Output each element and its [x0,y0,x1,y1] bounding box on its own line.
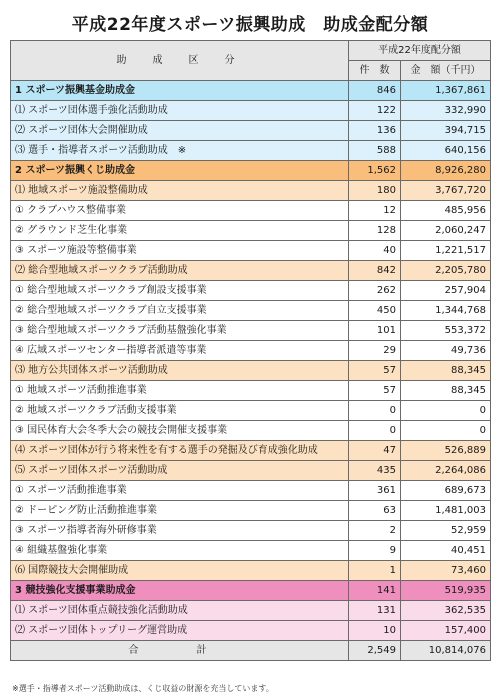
row-label: 3 競技強化支援事業助成金 [11,581,349,601]
table-row [11,541,491,561]
row-amount: 52,959 [401,521,491,541]
total-count: 2,549 [349,641,401,661]
row-count: 101 [349,321,401,341]
row-count: 57 [349,381,401,401]
row-count: 40 [349,241,401,261]
total-row [11,641,491,661]
total-amount: 10,814,076 [401,641,491,661]
table-row [11,321,491,341]
row-label: ④ 組織基盤強化事業 [11,541,349,561]
row-label: ① クラブハウス整備事業 [11,201,349,221]
category-header: 助 成 区 分 [11,41,349,81]
table-row [11,521,491,541]
row-count: 0 [349,421,401,441]
row-amount: 49,736 [401,341,491,361]
row-count: 180 [349,181,401,201]
row-amount: 8,926,280 [401,161,491,181]
row-count: 128 [349,221,401,241]
table-row [11,221,491,241]
count-header: 件 数 [349,61,401,81]
row-amount: 157,400 [401,621,491,641]
row-label: ③ スポーツ施設等整備事業 [11,241,349,261]
row-amount: 689,673 [401,481,491,501]
table-row [11,141,491,161]
row-label: ⑴ 地域スポーツ施設整備助成 [11,181,349,201]
row-amount: 553,372 [401,321,491,341]
row-amount: 485,956 [401,201,491,221]
table-row [11,621,491,641]
table-row [11,241,491,261]
row-amount: 332,990 [401,101,491,121]
table-row [11,481,491,501]
row-label: ⑵ スポーツ団体トップリーグ運営助成 [11,621,349,641]
row-count: 9 [349,541,401,561]
table-row [11,301,491,321]
header-row [11,41,491,61]
table-row [11,341,491,361]
table-row [11,381,491,401]
row-count: 136 [349,121,401,141]
row-count: 141 [349,581,401,601]
row-amount: 1,481,003 [401,501,491,521]
table-row [11,441,491,461]
row-amount: 0 [401,401,491,421]
row-label: ⑵ 総合型地域スポーツクラブ活動助成 [11,261,349,281]
table-row [11,561,491,581]
table-row [11,121,491,141]
row-count: 131 [349,601,401,621]
row-amount: 0 [401,421,491,441]
row-amount: 394,715 [401,121,491,141]
row-count: 29 [349,341,401,361]
footnote: ※選手・指導者スポーツ活動助成は、くじ収益の財源を充当しています。 [12,684,274,693]
row-count: 1,562 [349,161,401,181]
row-count: 0 [349,401,401,421]
table-row [11,501,491,521]
row-label: ② グラウンド芝生化事業 [11,221,349,241]
page-title: 平成22年度スポーツ振興助成 助成金配分額 [71,15,429,35]
row-count: 1 [349,561,401,581]
row-label: ② 総合型地域スポーツクラブ自立支援事業 [11,301,349,321]
row-count: 450 [349,301,401,321]
row-count: 122 [349,101,401,121]
row-count: 846 [349,81,401,101]
row-amount: 40,451 [401,541,491,561]
table-row [11,461,491,481]
row-label: ⑴ スポーツ団体重点競技強化活動助成 [11,601,349,621]
row-count: 57 [349,361,401,381]
row-label: ⑴ スポーツ団体選手強化活動助成 [11,101,349,121]
table-row [11,581,491,601]
row-label: ④ 広域スポーツセンター指導者派遣等事業 [11,341,349,361]
row-count: 435 [349,461,401,481]
row-amount: 2,060,247 [401,221,491,241]
row-count: 588 [349,141,401,161]
row-amount: 2,205,780 [401,261,491,281]
row-label: ③ スポーツ指導者海外研修事業 [11,521,349,541]
row-amount: 2,264,086 [401,461,491,481]
table-row [11,181,491,201]
row-count: 842 [349,261,401,281]
row-label: ③ 国民体育大会冬季大会の競技会開催支援事業 [11,421,349,441]
row-label: ③ 総合型地域スポーツクラブ活動基盤強化事業 [11,321,349,341]
row-label: ⑹ 国際競技大会開催助成 [11,561,349,581]
row-amount: 362,535 [401,601,491,621]
table-row [11,281,491,301]
row-label: ⑷ スポーツ団体が行う将来性を有する選手の発掘及び育成強化助成 [11,441,349,461]
row-label: ② ドーピング防止活動推進事業 [11,501,349,521]
row-count: 262 [349,281,401,301]
row-amount: 1,221,517 [401,241,491,261]
row-label: ① 総合型地域スポーツクラブ創設支援事業 [11,281,349,301]
row-amount: 88,345 [401,381,491,401]
row-label: ⑸ スポーツ団体スポーツ活動助成 [11,461,349,481]
row-count: 10 [349,621,401,641]
table-row [11,401,491,421]
row-label: ⑶ 選手・指導者スポーツ活動助成 ※ [11,141,349,161]
row-amount: 640,156 [401,141,491,161]
amount-header: 金 額（千円） [401,61,491,81]
period-header: 平成22年度配分額 [349,41,491,61]
row-amount: 526,889 [401,441,491,461]
row-label: ⑵ スポーツ団体大会開催助成 [11,121,349,141]
table-row [11,81,491,101]
table-row [11,261,491,281]
row-count: 361 [349,481,401,501]
row-label: ② 地域スポーツクラブ活動支援事業 [11,401,349,421]
row-count: 12 [349,201,401,221]
grant-allocation-table [10,40,491,661]
row-label: ⑶ 地方公共団体スポーツ活動助成 [11,361,349,381]
table-row [11,101,491,121]
row-amount: 1,367,861 [401,81,491,101]
table-row [11,361,491,381]
total-label: 合 計 [11,641,349,661]
row-amount: 257,904 [401,281,491,301]
row-label: 1 スポーツ振興基金助成金 [11,81,349,101]
table-row [11,601,491,621]
row-count: 63 [349,501,401,521]
row-amount: 73,460 [401,561,491,581]
table-row [11,201,491,221]
row-amount: 3,767,720 [401,181,491,201]
row-label: ① スポーツ活動推進事業 [11,481,349,501]
row-count: 47 [349,441,401,461]
row-label: 2 スポーツ振興くじ助成金 [11,161,349,181]
row-amount: 88,345 [401,361,491,381]
table-row [11,421,491,441]
row-count: 2 [349,521,401,541]
row-amount: 519,935 [401,581,491,601]
table-row [11,161,491,181]
row-label: ① 地域スポーツ活動推進事業 [11,381,349,401]
row-amount: 1,344,768 [401,301,491,321]
